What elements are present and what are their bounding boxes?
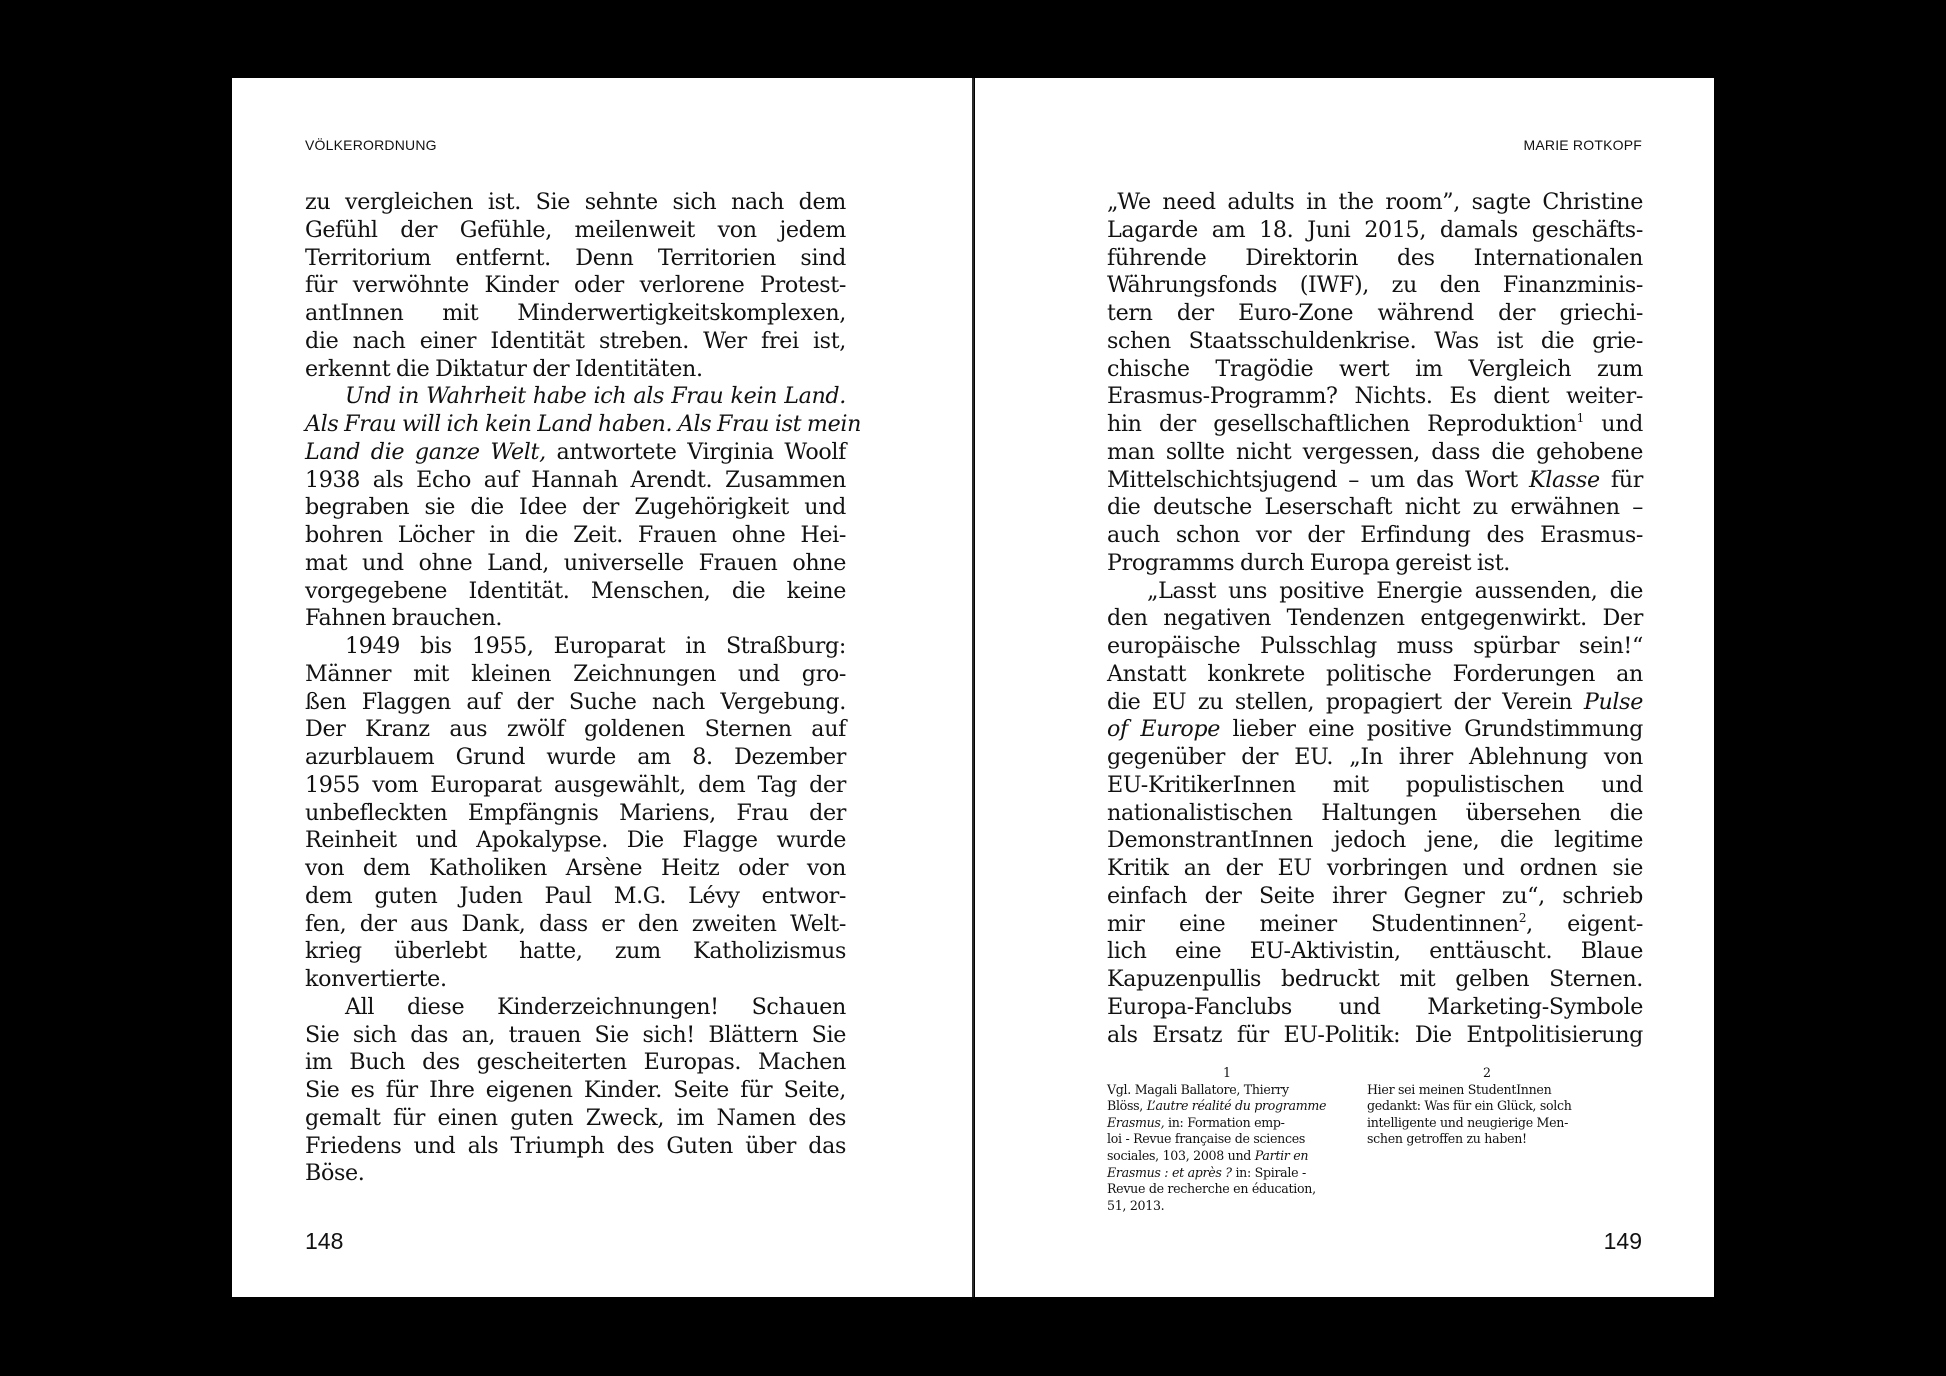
- text: chische Tragödie wert im Vergleich zum: [1107, 355, 1643, 382]
- footnote-line: [1367, 1082, 1607, 1099]
- text: Territorium entfernt. Denn Territorien sind: [305, 244, 846, 271]
- text: Böse.: [305, 1160, 365, 1187]
- text-line: [1107, 189, 1643, 217]
- text: die nach einer Identität streben. Wer frei ist,: [305, 327, 846, 354]
- text-line: [305, 1133, 846, 1161]
- text-line: [1107, 800, 1643, 828]
- text-line: [305, 467, 846, 495]
- body-text: [1107, 189, 1643, 1049]
- italic-text: Partir en: [1254, 1147, 1309, 1163]
- text: für verwöhnte Kinder oder verlorene Protest-: [305, 272, 846, 299]
- text: von dem Katholiken Arsène Heitz oder von: [305, 855, 846, 881]
- text: , eigent-: [1526, 910, 1643, 937]
- text-line: [1107, 494, 1643, 522]
- text: loi - Revue française de sciences: [1107, 1131, 1306, 1147]
- text: Europa-Fanclubs und Marketing-Symbole: [1107, 993, 1643, 1020]
- text: Kapuzenpullis bedruckt mit gelben Sternen.: [1107, 966, 1643, 992]
- footnote-ref: 2: [1518, 910, 1527, 925]
- text: die EU zu stellen, propagiert der Verein: [1107, 688, 1584, 715]
- text-line: [1107, 744, 1643, 772]
- text-line: [1107, 661, 1643, 689]
- page-number: 148: [305, 1228, 344, 1254]
- text-line: [1107, 855, 1643, 883]
- footnote-line: [1107, 1131, 1347, 1148]
- text-line: [1107, 550, 1643, 578]
- text-line: [305, 855, 846, 883]
- text: Programms durch Europa gereist ist.: [1107, 549, 1510, 576]
- footnote: [1367, 1065, 1607, 1148]
- text-line: [305, 827, 846, 855]
- text-line: [1107, 411, 1643, 439]
- text: und: [1583, 411, 1644, 437]
- text: konvertierte.: [305, 966, 447, 992]
- text: Kritik an der EU vorbringen und ordnen sie: [1107, 855, 1643, 881]
- text: Der Kranz aus zwölf goldenen Sternen auf: [305, 716, 846, 743]
- footnote-line: [1107, 1198, 1347, 1215]
- text: in: Spirale -: [1231, 1164, 1306, 1180]
- text-line: [305, 578, 846, 606]
- text: auch schon vor der Erfindung des Erasmus-: [1107, 522, 1643, 548]
- text-line: [1107, 300, 1643, 328]
- text-line: [1107, 716, 1643, 744]
- italic-text: Pulse: [1583, 688, 1643, 715]
- italic-text: Erasmus,: [1107, 1114, 1165, 1130]
- footnote-ref: 1: [1576, 411, 1584, 425]
- text-line: [1107, 772, 1643, 800]
- footnote-text: [1367, 1082, 1607, 1148]
- italic-text: Als Frau will ich kein Land haben. Als Frau ist mein: [305, 411, 862, 437]
- text: 51, 2013.: [1107, 1197, 1165, 1213]
- text-line: [305, 911, 846, 939]
- text-line: [1107, 827, 1643, 855]
- footnote-line: [1107, 1098, 1347, 1115]
- text: schen getroffen zu haben!: [1367, 1131, 1527, 1147]
- text-line: [305, 1077, 846, 1105]
- text-line: [305, 550, 846, 578]
- text-line: [1107, 1022, 1643, 1050]
- text-line: [305, 1160, 846, 1188]
- text: Sie sich das an, trauen Sie sich! Blättern Sie: [305, 1021, 846, 1048]
- italic-text: Klasse: [1529, 466, 1600, 493]
- text: azurblauem Grund wurde am 8. Dezember: [305, 744, 846, 770]
- text: krieg überlebt hatte, zum Katholizismus: [305, 938, 846, 965]
- text: lieber eine positive Grundstimmung: [1220, 716, 1643, 743]
- text: zu vergleichen ist. Sie sehnte sich nach dem: [305, 189, 846, 215]
- text-line: [305, 1049, 846, 1077]
- text: Fahnen brauchen.: [305, 605, 503, 632]
- text-line: [1107, 217, 1643, 245]
- text: EU-KritikerInnen mit populistischen und: [1107, 771, 1643, 798]
- text: Hier sei meinen StudentInnen: [1367, 1081, 1552, 1097]
- text: intelligente und neugierige Men-: [1367, 1114, 1569, 1130]
- footnote-line: [1367, 1115, 1607, 1132]
- text: man sollte nicht vergessen, dass die gehobene: [1107, 438, 1643, 465]
- text: 1938 als Echo auf Hannah Arendt. Zusammen: [305, 466, 846, 493]
- text: antwortete Virginia Woolf: [545, 438, 846, 465]
- text-line: [1107, 633, 1643, 661]
- text: gemalt für einen guten Zweck, im Namen des: [305, 1104, 846, 1131]
- text-line: [305, 772, 846, 800]
- running-head: VÖLKERORDNUNG: [305, 137, 437, 153]
- text-line: [305, 522, 846, 550]
- text-line: [305, 383, 846, 411]
- text: 1955 vom Europarat ausgewählt, dem Tag der: [305, 771, 846, 798]
- text: Gefühl der Gefühle, meilenweit von jedem: [305, 216, 846, 243]
- text-line: [305, 328, 846, 356]
- text-line: [1107, 938, 1643, 966]
- text: vorgegebene Identität. Menschen, die keine: [305, 577, 846, 604]
- text: führende Direktorin des Internationalen: [1107, 244, 1643, 271]
- footnote-text: [1107, 1082, 1347, 1215]
- footnote-line: [1107, 1165, 1347, 1182]
- italic-text: Erasmus : et après ?: [1107, 1164, 1232, 1180]
- text-line: [305, 800, 846, 828]
- text: sociales, 103, 2008 und: [1107, 1147, 1255, 1163]
- text: unbefleckten Empfängnis Mariens, Frau der: [305, 799, 846, 826]
- footnote: [1107, 1065, 1347, 1214]
- text-line: [1107, 605, 1643, 633]
- text-line: [305, 633, 846, 661]
- text: Währungsfonds (IWF), zu den Finanzminis-: [1107, 272, 1643, 299]
- text: Männer mit kleinen Zeichnungen und gro-: [305, 660, 846, 687]
- text-line: [305, 994, 846, 1022]
- text: die deutsche Leserschaft nicht zu erwähnen –: [1107, 494, 1643, 521]
- text: Friedens und als Triumph des Guten über das: [305, 1132, 846, 1159]
- text: DemonstrantInnen jedoch jene, die legitime: [1107, 827, 1643, 854]
- text: begraben sie die Idee der Zugehörigkeit und: [305, 494, 846, 521]
- text: in: Formation emp-: [1164, 1114, 1285, 1130]
- text-line: [305, 439, 846, 467]
- text-line: [305, 716, 846, 744]
- text-line: [305, 661, 846, 689]
- text-line: [1107, 467, 1643, 495]
- text: Anstatt konkrete politische Forderungen an: [1107, 660, 1643, 687]
- text-line: [1107, 245, 1643, 273]
- text-line: [1107, 522, 1643, 550]
- page-number: 149: [1603, 1228, 1642, 1254]
- text: Vgl. Magali Ballatore, Thierry: [1107, 1081, 1289, 1097]
- text-line: [305, 883, 846, 911]
- text-line: [305, 217, 846, 245]
- text: dem guten Juden Paul M.G. Lévy entwor-: [305, 882, 846, 909]
- text: Mittelschichtsjugend – um das Wort: [1107, 466, 1530, 493]
- text-line: [305, 1022, 846, 1050]
- text: tern der Euro-Zone während der griechi-: [1107, 300, 1643, 326]
- text-line: [305, 1105, 846, 1133]
- text: bohren Löcher in die Zeit. Frauen ohne Hei-: [305, 522, 846, 548]
- text: mat und ohne Land, universelle Frauen ohne: [305, 549, 846, 576]
- footnote-line: [1367, 1098, 1607, 1115]
- text-line: [305, 744, 846, 772]
- text-line: [1107, 383, 1643, 411]
- text: für: [1599, 466, 1643, 493]
- text-line: [305, 938, 846, 966]
- text-line: [305, 245, 846, 273]
- text: europäische Pulsschlag muss spürbar sein!“: [1107, 633, 1643, 659]
- text-line: [1107, 439, 1643, 467]
- footnote-line: [1107, 1181, 1347, 1198]
- text: „We need adults in the room”, sagte Christine: [1107, 189, 1643, 215]
- text: schen Staatsschuldenkrise. Was ist die grie-: [1107, 327, 1643, 354]
- text: lich eine EU-Aktivistin, enttäuscht. Blaue: [1107, 938, 1643, 965]
- text-line: [1107, 994, 1643, 1022]
- text: 1949 bis 1955, Europarat in Straßburg:: [345, 633, 846, 659]
- text: ßen Flaggen auf der Suche nach Vergebung.: [305, 688, 846, 715]
- left-page: [232, 78, 973, 1297]
- text-line: [1107, 578, 1643, 606]
- text: Sie es für Ihre eigenen Kinder. Seite für Seite,: [305, 1077, 846, 1103]
- text: hin der gesellschaftlichen Reproduktion: [1107, 411, 1577, 437]
- text-line: [305, 494, 846, 522]
- right-page: [975, 78, 1714, 1297]
- text-line: [305, 189, 846, 217]
- text: Revue de recherche en éducation,: [1107, 1181, 1316, 1197]
- italic-text: L’autre réalité du programme: [1146, 1098, 1327, 1114]
- text-line: [305, 272, 846, 300]
- text-line: [1107, 356, 1643, 384]
- text-line: [1107, 883, 1643, 911]
- text: fen, der aus Dank, dass er den zweiten Welt-: [305, 910, 846, 937]
- italic-text: Land die ganze Welt,: [305, 438, 546, 465]
- text: Erasmus-Programm? Nichts. Es dient weiter-: [1107, 383, 1643, 410]
- text-line: [1107, 911, 1643, 939]
- footnote-line: [1107, 1148, 1347, 1165]
- text-line: [305, 300, 846, 328]
- text-line: [305, 356, 846, 384]
- text: „Lasst uns positive Energie aussenden, die: [1147, 577, 1643, 604]
- footnote-line: [1107, 1082, 1347, 1099]
- text: Lagarde am 18. Juni 2015, damals geschäfts-: [1107, 216, 1643, 243]
- text-line: [1107, 966, 1643, 994]
- text-line: [305, 605, 846, 633]
- text: einfach der Seite ihrer Gegner zu“, schrieb: [1107, 882, 1643, 909]
- book-spine: [972, 78, 974, 1297]
- body-text: [305, 189, 862, 1188]
- text: All diese Kinderzeichnungen! Schauen: [345, 993, 846, 1020]
- footnote-number: 1: [1222, 1065, 1231, 1080]
- italic-text: Und in Wahrheit habe ich als Frau kein Land.: [345, 383, 846, 410]
- text: den negativen Tendenzen entgegenwirkt. Der: [1107, 605, 1643, 632]
- text-line: [305, 689, 846, 717]
- footnote-number: 2: [1482, 1065, 1491, 1080]
- text: nationalistischen Haltungen übersehen die: [1107, 799, 1643, 826]
- text: Reinheit und Apokalypse. Die Flagge wurde: [305, 827, 846, 854]
- text-line: [1107, 328, 1643, 356]
- text: antInnen mit Minderwertigkeitskomplexen,: [305, 300, 846, 326]
- text: im Buch des gescheiterten Europas. Machen: [305, 1049, 846, 1076]
- footnote-line: [1367, 1131, 1607, 1148]
- text: mir eine meiner Studentinnen: [1107, 910, 1519, 937]
- text-line: [305, 411, 862, 439]
- text-line: [1107, 689, 1643, 717]
- footnote-line: [1107, 1115, 1347, 1132]
- text: gegenüber der EU. „In ihrer Ablehnung von: [1107, 744, 1643, 770]
- text: erkennt die Diktatur der Identitäten.: [305, 355, 703, 382]
- text-line: [305, 966, 846, 994]
- text: als Ersatz für EU-Politik: Die Entpolitisierung: [1107, 1021, 1643, 1048]
- text: Blöss,: [1107, 1098, 1147, 1114]
- text-line: [1107, 272, 1643, 300]
- running-head: MARIE ROTKOPF: [1523, 137, 1642, 153]
- italic-text: of Europe: [1107, 716, 1221, 743]
- text: gedankt: Was für ein Glück, solch: [1367, 1098, 1572, 1114]
